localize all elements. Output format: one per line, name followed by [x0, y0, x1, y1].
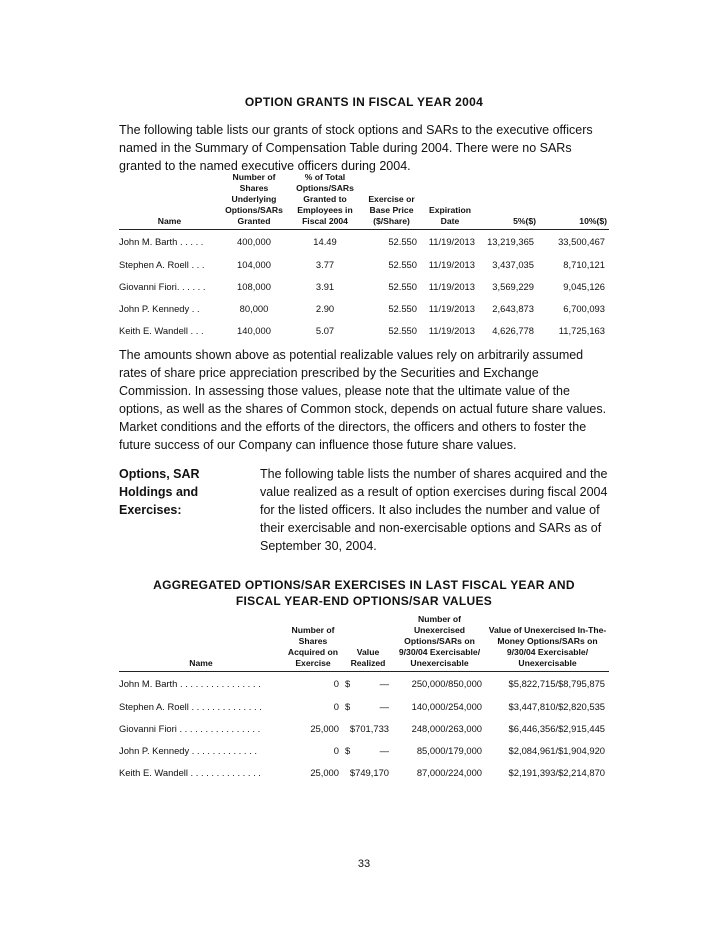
cell-price: 52.550: [388, 281, 417, 292]
table-row: [119, 718, 609, 740]
option-grants-intro: The following table lists our grants of stock options and SARs to the executive officers named in the Summary of Compensation Table during 2004. There were no SARs granted to the named executive officers during 2004.: [119, 123, 593, 173]
table-row: [119, 320, 609, 342]
cell-realized: [343, 696, 393, 718]
cell-realized: [343, 672, 393, 696]
cell-value: $6,446,356/$2,915,445: [508, 723, 605, 734]
realized-value: —: [379, 701, 389, 712]
holdings-description: The following table lists the number of shares acquired and the value realized as a result of option exercises during fiscal 2004 for the listed officers. It also includes the number and value of their exercisable and non-exercisable options and SARs as of September 30, 2004.: [260, 467, 608, 553]
cell-ten-pct: 33,500,467: [558, 236, 605, 248]
holdings-label-line: Exercises:: [119, 503, 182, 517]
cell-five-pct: 4,626,778: [492, 325, 534, 336]
currency-symbol: $: [345, 745, 351, 756]
cell-value: $3,447,810/$2,820,535: [508, 701, 605, 712]
option-grants-body: [119, 230, 609, 342]
col-header-ten-pct: 10%($): [538, 172, 609, 230]
col-header-value: Value of Unexercised In-The-Money Options/SARs on 9/30/04 Exercisable/ Unexercisable: [486, 614, 609, 672]
cell-name: John M. Barth . . . . .: [119, 236, 204, 248]
cell-ten-pct: 8,710,121: [563, 259, 605, 270]
cell-ten-pct: 6,700,093: [563, 303, 605, 314]
col-header-five-pct: 5%($): [479, 172, 538, 230]
cell-percent: 3.91: [315, 281, 335, 292]
cell-realized: [343, 740, 393, 762]
page-number: 33: [357, 858, 371, 870]
cell-unexercised: 248,000/263,000: [411, 723, 482, 734]
currency-symbol: $: [345, 678, 351, 690]
col-header-name: Name: [119, 172, 220, 230]
table-header-row: [119, 172, 609, 230]
cell-realized: [343, 718, 393, 740]
cell-acquired: 0: [333, 678, 339, 690]
col-header-shares: Number of Shares Underlying Options/SARs Granted: [220, 172, 288, 230]
cell-name: Stephen A. Roell . . . . . . . . . . . . . .: [119, 701, 262, 712]
cell-name: John P. Kennedy . .: [119, 303, 200, 314]
col-header-realized: Value Realized: [343, 614, 393, 672]
cell-five-pct: 3,569,229: [492, 281, 534, 292]
cell-shares: 80,000: [239, 303, 269, 314]
cell-acquired: 0: [333, 701, 339, 712]
cell-price: 52.550: [388, 325, 417, 336]
cell-name: Stephen A. Roell . . .: [119, 259, 205, 270]
cell-name: John M. Barth . . . . . . . . . . . . . . . .: [119, 678, 261, 690]
col-header-expiration: Expiration Date: [421, 172, 479, 230]
realized-value: $701,733: [349, 723, 389, 734]
cell-shares: 400,000: [237, 236, 271, 248]
cell-shares: 140,000: [237, 325, 271, 336]
cell-percent: 5.07: [315, 325, 335, 336]
cell-expiration: 11/19/2013: [428, 236, 475, 248]
cell-name: Giovanni Fiori . . . . . . . . . . . . . . . .: [119, 723, 261, 734]
cell-price: 52.550: [388, 259, 417, 270]
table-row: [119, 762, 609, 784]
cell-acquired: 25,000: [310, 767, 339, 778]
holdings-label-line: Options, SAR: [119, 467, 200, 481]
cell-value: $5,822,715/$8,795,875: [508, 678, 605, 690]
cell-five-pct: 3,437,035: [492, 259, 534, 270]
cell-percent: 3.77: [315, 259, 335, 270]
holdings-label-line: Holdings and: [119, 485, 199, 499]
cell-realized: [343, 762, 393, 784]
cell-expiration: 11/19/2013: [428, 325, 475, 336]
potential-values-note: The amounts shown above as potential realizable values rely on arbitrarily assumed rates of share price appreciation prescribed by the Securities and Exchange Commission. In assessing those values, please note that the ultimate value of the options, as well as the shares of Common stock, depends on actual future share values. Market conditions and the efforts of the directors, the officers and others to foster the future success of our Company can influence those future share values.: [119, 348, 607, 452]
aggregated-body: [119, 672, 609, 784]
cell-price: 52.550: [388, 303, 417, 314]
holdings-section-label: [119, 465, 249, 519]
cell-percent: 14.49: [313, 236, 337, 248]
realized-value: —: [379, 678, 389, 690]
cell-acquired: 25,000: [310, 723, 339, 734]
aggregated-title-line1: AGGREGATED OPTIONS/SAR EXERCISES IN LAST FISCAL YEAR AND: [153, 578, 575, 592]
currency-symbol: $: [345, 701, 351, 712]
cell-name: Keith E. Wandell . . . . . . . . . . . . . .: [119, 767, 261, 778]
col-header-percent: % of Total Options/SARs Granted to Employees in Fiscal 2004: [288, 172, 362, 230]
cell-unexercised: 140,000/254,000: [411, 701, 482, 712]
aggregated-title-line2: FISCAL YEAR-END OPTIONS/SAR VALUES: [235, 594, 493, 608]
cell-percent: 2.90: [315, 303, 335, 314]
cell-unexercised: 87,000/224,000: [416, 767, 482, 778]
col-header-price: Exercise or Base Price ($/Share): [362, 172, 421, 230]
realized-value: —: [379, 745, 389, 756]
cell-expiration: 11/19/2013: [428, 259, 475, 270]
cell-five-pct: 13,219,365: [487, 236, 534, 248]
cell-unexercised: 250,000/850,000: [411, 678, 482, 690]
table-row: [119, 740, 609, 762]
cell-shares: 104,000: [237, 259, 271, 270]
cell-name: Giovanni Fiori. . . . . .: [119, 281, 206, 292]
table-row: [119, 230, 609, 254]
cell-expiration: 11/19/2013: [428, 281, 475, 292]
cell-value: $2,084,961/$1,904,920: [508, 745, 605, 756]
option-grants-table: [119, 172, 609, 342]
cell-name: John P. Kennedy . . . . . . . . . . . . .: [119, 745, 257, 756]
cell-value: $2,191,393/$2,214,870: [508, 767, 605, 778]
aggregated-exercises-table: [119, 614, 609, 784]
cell-shares: 108,000: [237, 281, 271, 292]
col-header-name: Name: [119, 614, 283, 672]
cell-unexercised: 85,000/179,000: [416, 745, 482, 756]
table-header-row: [119, 614, 609, 672]
cell-five-pct: 2,643,873: [492, 303, 534, 314]
option-grants-title: OPTION GRANTS IN FISCAL YEAR 2004: [244, 95, 484, 109]
col-header-unexercised: Number of Unexercised Options/SARs on 9/30/04 Exercisable/ Unexercisable: [393, 614, 486, 672]
cell-acquired: 0: [333, 745, 339, 756]
table-row: [119, 276, 609, 298]
col-header-acquired: Number of Shares Acquired on Exercise: [283, 614, 343, 672]
table-row: [119, 254, 609, 276]
table-row: [119, 298, 609, 320]
cell-name: Keith E. Wandell . . .: [119, 325, 204, 336]
cell-ten-pct: 9,045,126: [563, 281, 605, 292]
cell-price: 52.550: [388, 236, 417, 248]
table-row: [119, 696, 609, 718]
realized-value: $749,170: [349, 767, 389, 778]
cell-expiration: 11/19/2013: [428, 303, 475, 314]
table-row: [119, 672, 609, 696]
cell-ten-pct: 11,725,163: [558, 325, 605, 336]
